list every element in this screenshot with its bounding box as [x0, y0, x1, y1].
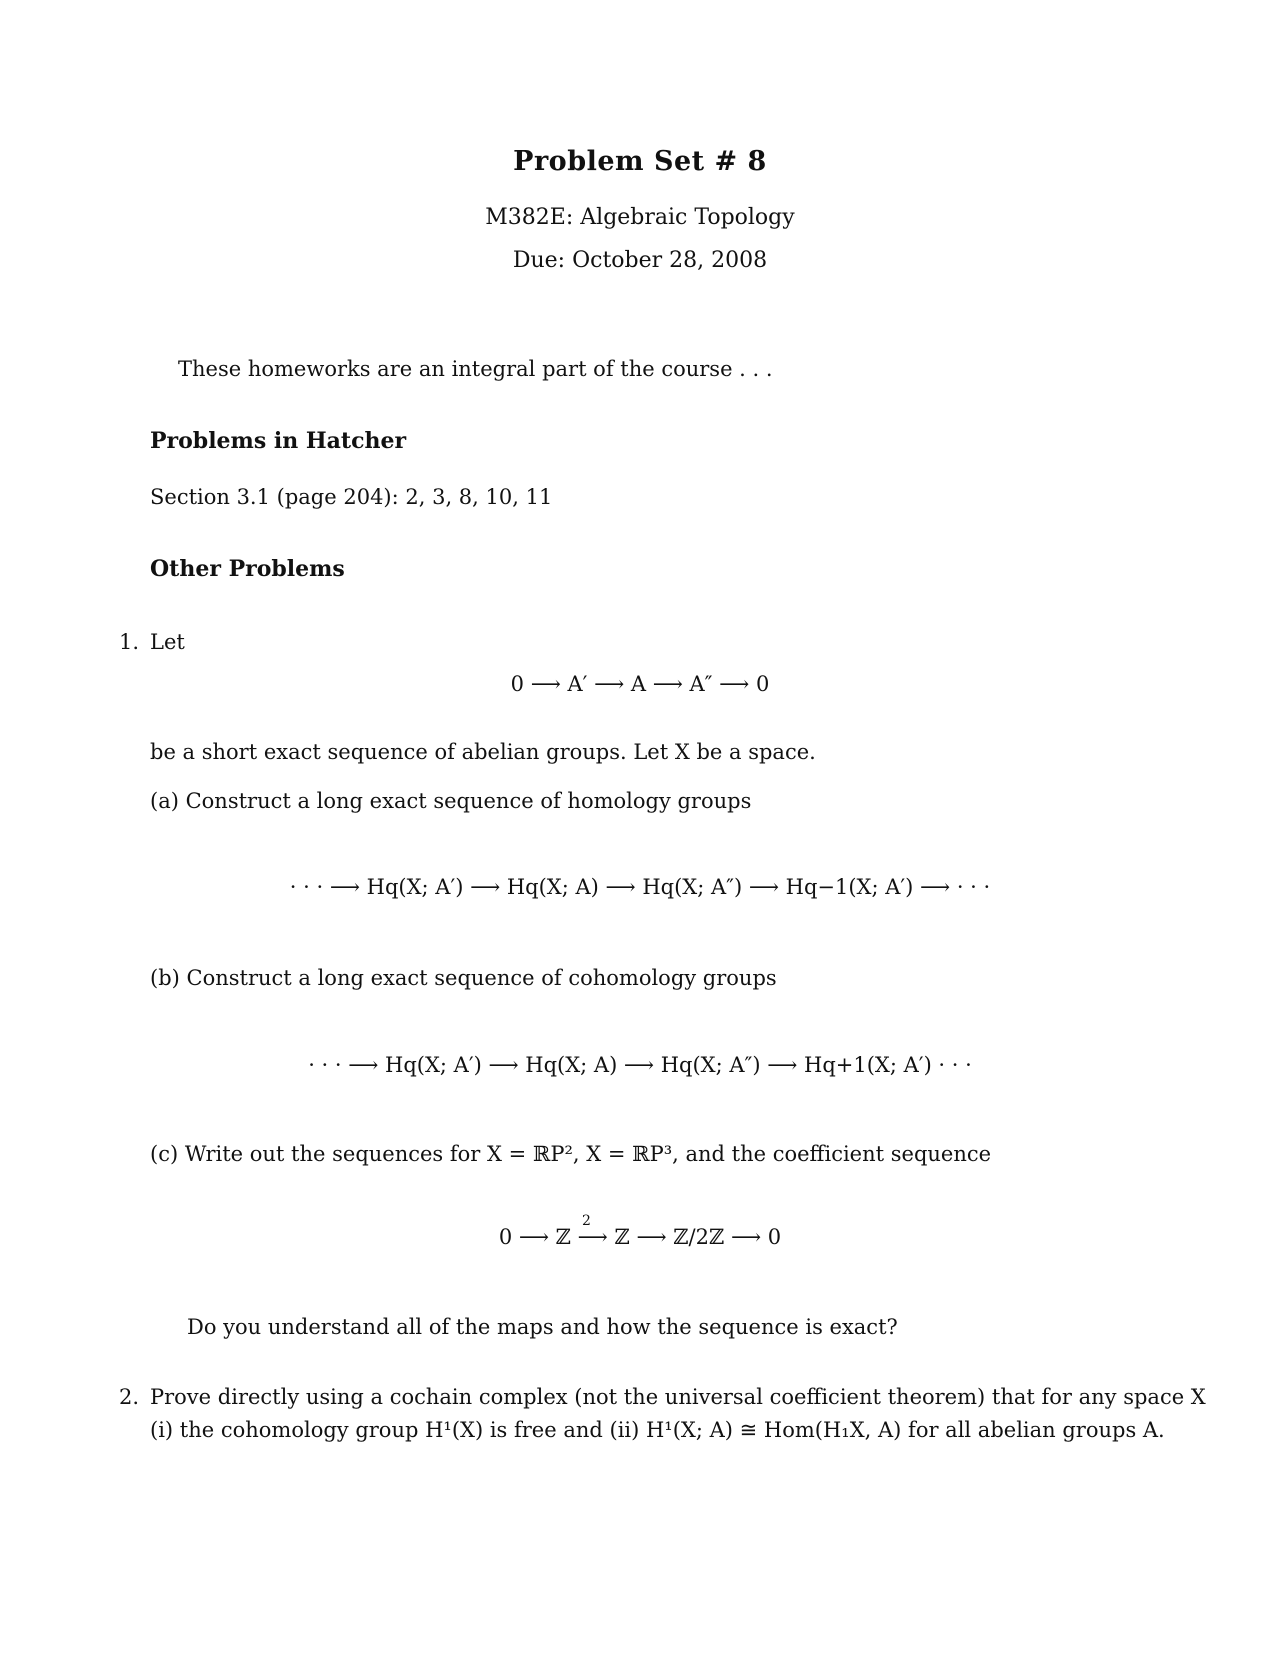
problem-1-body: be a short exact sequence of abelian groups. Let X be a space. [150, 740, 816, 764]
problem-2-number: 2. [119, 1385, 140, 1409]
problem-1-part-c: (c) Write out the sequences for X = ℝP², X = ℝP³, and the coefficient sequence [150, 1142, 992, 1166]
coefficient-sequence [470, 1213, 810, 1249]
cohomology-sequence: · · · ⟶ Hq(X; A′) ⟶ Hq(X; A) ⟶ Hq(X; A″) ⟶ Hq+1(X; A′) · · · [308, 1053, 972, 1077]
course-name: M382E: Algebraic Topology [485, 205, 795, 230]
coefficient-sequence-text: 0 ⟶ ℤ ⟶ ℤ ⟶ ℤ/2ℤ ⟶ 0 [498, 1225, 782, 1249]
short-exact-sequence: 0 ⟶ A′ ⟶ A ⟶ A″ ⟶ 0 [510, 672, 770, 696]
problem-1-question: Do you understand all of the maps and how the sequence is exact? [187, 1315, 898, 1339]
hatcher-section: Section 3.1 (page 204): 2, 3, 8, 10, 11 [150, 485, 553, 509]
problem-1-number: 1. [119, 630, 140, 654]
hatcher-heading: Problems in Hatcher [150, 428, 407, 454]
other-heading: Other Problems [150, 556, 345, 582]
problem-2-line-2: (i) the cohomology group H¹(X) is free and (ii) H¹(X; A) ≅ Hom(H₁X, A) for all abelian groups A. [150, 1418, 1165, 1442]
multiplication-map-label: 2 [582, 1213, 591, 1229]
page-title: Problem Set # 8 [513, 146, 767, 177]
homology-sequence: · · · ⟶ Hq(X; A′) ⟶ Hq(X; A) ⟶ Hq(X; A″) ⟶ Hq−1(X; A′) ⟶ · · · [289, 875, 991, 899]
due-date: Due: October 28, 2008 [512, 248, 768, 273]
problem-1-let: Let [150, 630, 185, 654]
problem-2-line-1: Prove directly using a cochain complex (not the universal coefficient theorem) that for any space X [150, 1385, 1206, 1409]
problem-1-part-b: (b) Construct a long exact sequence of cohomology groups [150, 966, 777, 990]
intro-text: These homeworks are an integral part of the course . . . [178, 357, 773, 381]
problem-1-part-a: (a) Construct a long exact sequence of homology groups [150, 789, 752, 813]
